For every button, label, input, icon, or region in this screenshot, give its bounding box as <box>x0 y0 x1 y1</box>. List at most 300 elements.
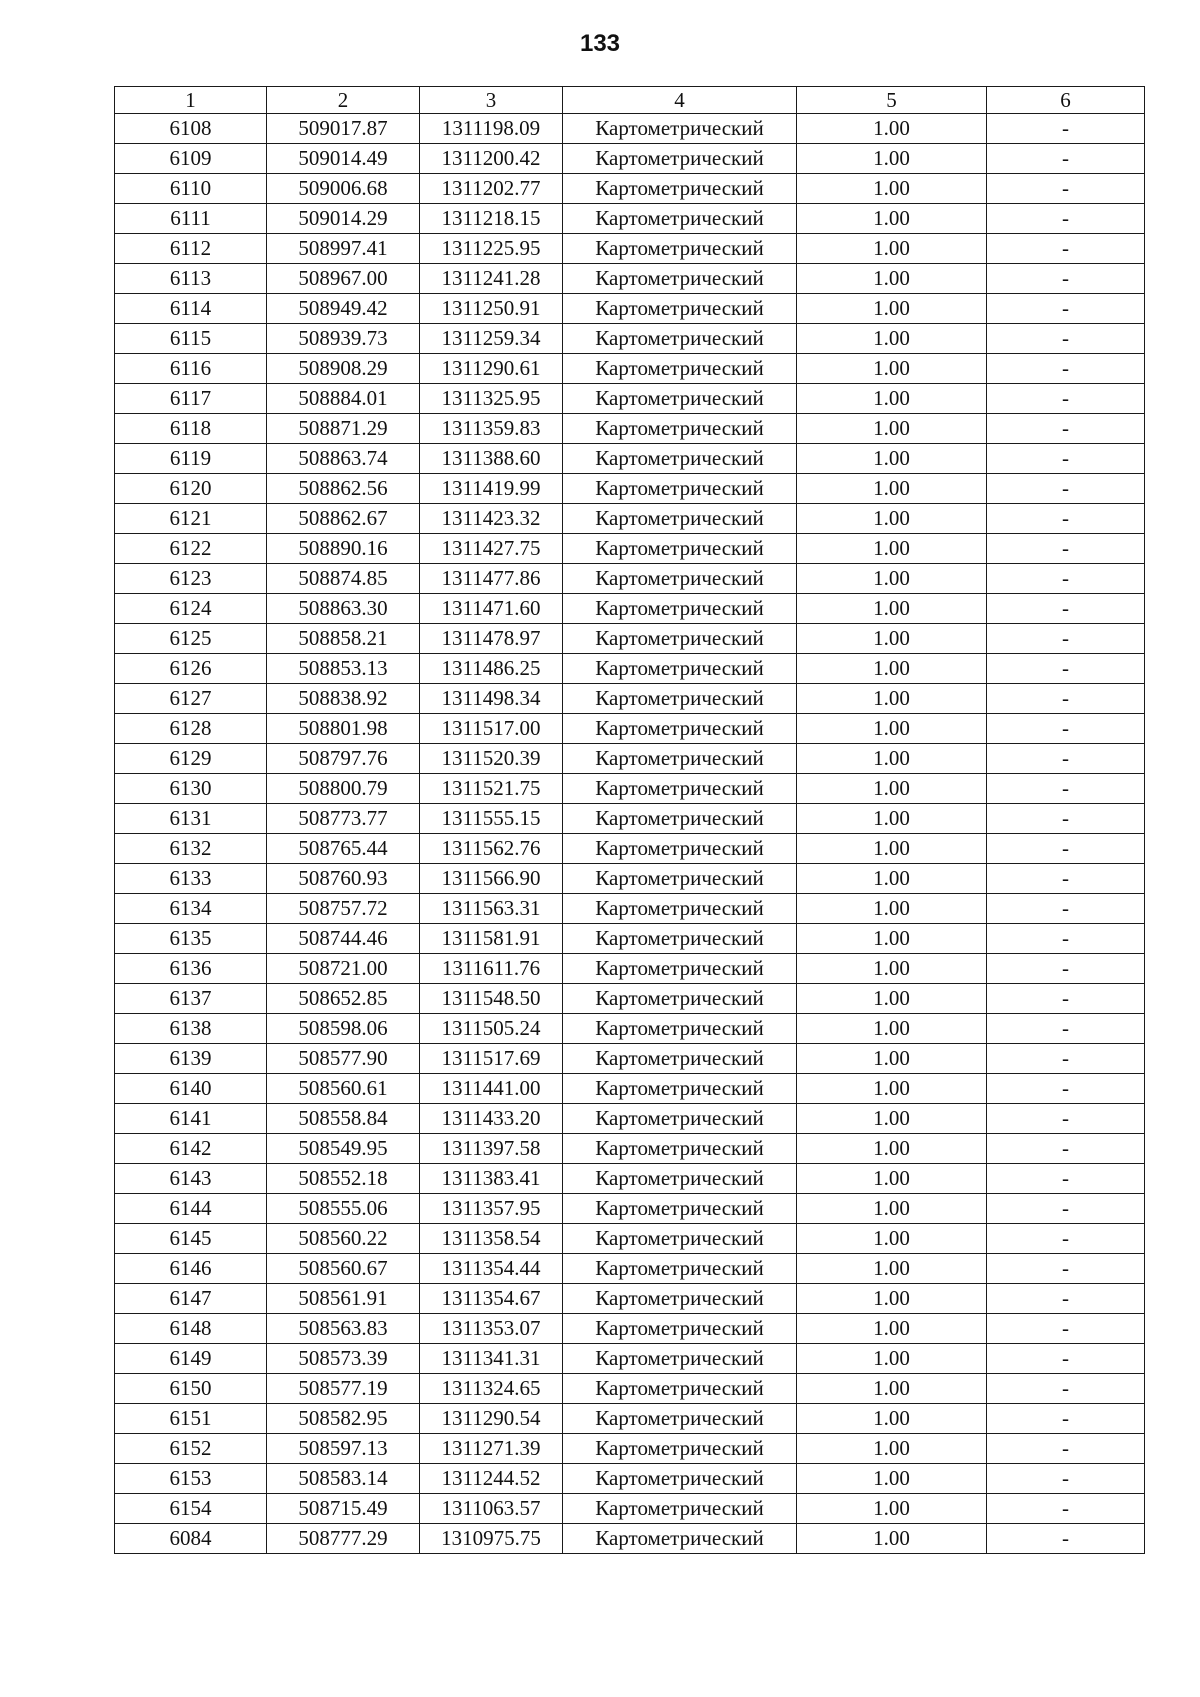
accuracy-cell: 1.00 <box>797 144 987 174</box>
description-cell: - <box>987 594 1145 624</box>
description-cell: - <box>987 1374 1145 1404</box>
accuracy-cell: 1.00 <box>797 174 987 204</box>
point-number-cell: 6141 <box>115 1104 267 1134</box>
table-row <box>115 204 1145 234</box>
table-row <box>115 234 1145 264</box>
method-cell: Картометрический <box>563 834 797 864</box>
point-number-cell: 6138 <box>115 1014 267 1044</box>
description-cell: - <box>987 1404 1145 1434</box>
y-coordinate-cell: 1311241.28 <box>420 264 563 294</box>
table-row <box>115 804 1145 834</box>
table-row <box>115 534 1145 564</box>
accuracy-cell: 1.00 <box>797 354 987 384</box>
description-cell: - <box>987 204 1145 234</box>
description-cell: - <box>987 954 1145 984</box>
method-cell: Картометрический <box>563 1014 797 1044</box>
method-cell: Картометрический <box>563 1404 797 1434</box>
page-number: 133 <box>579 30 621 57</box>
table-row <box>115 624 1145 654</box>
x-coordinate-cell: 508800.79 <box>267 774 420 804</box>
point-number-cell: 6117 <box>115 384 267 414</box>
y-coordinate-cell: 1311521.75 <box>420 774 563 804</box>
point-number-cell: 6124 <box>115 594 267 624</box>
method-cell: Картометрический <box>563 144 797 174</box>
table-row <box>115 684 1145 714</box>
method-cell: Картометрический <box>563 114 797 144</box>
column-header-2: 2 <box>267 87 420 114</box>
accuracy-cell: 1.00 <box>797 744 987 774</box>
y-coordinate-cell: 1311218.15 <box>420 204 563 234</box>
x-coordinate-cell: 508773.77 <box>267 804 420 834</box>
method-cell: Картометрический <box>563 1074 797 1104</box>
method-cell: Картометрический <box>563 894 797 924</box>
point-number-cell: 6154 <box>115 1494 267 1524</box>
accuracy-cell: 1.00 <box>797 564 987 594</box>
method-cell: Картометрический <box>563 534 797 564</box>
description-cell: - <box>987 1224 1145 1254</box>
table-row <box>115 1254 1145 1284</box>
point-number-cell: 6145 <box>115 1224 267 1254</box>
x-coordinate-cell: 508577.90 <box>267 1044 420 1074</box>
description-cell: - <box>987 354 1145 384</box>
method-cell: Картометрический <box>563 654 797 684</box>
x-coordinate-cell: 508560.22 <box>267 1224 420 1254</box>
method-cell: Картометрический <box>563 1284 797 1314</box>
point-number-cell: 6111 <box>115 204 267 234</box>
y-coordinate-cell: 1311354.67 <box>420 1284 563 1314</box>
description-cell: - <box>987 1134 1145 1164</box>
y-coordinate-cell: 1311520.39 <box>420 744 563 774</box>
y-coordinate-cell: 1311505.24 <box>420 1014 563 1044</box>
y-coordinate-cell: 1311225.95 <box>420 234 563 264</box>
method-cell: Картометрический <box>563 864 797 894</box>
method-cell: Картометрический <box>563 714 797 744</box>
y-coordinate-cell: 1311423.32 <box>420 504 563 534</box>
description-cell: - <box>987 924 1145 954</box>
table-row <box>115 654 1145 684</box>
y-coordinate-cell: 1311611.76 <box>420 954 563 984</box>
x-coordinate-cell: 508721.00 <box>267 954 420 984</box>
point-number-cell: 6125 <box>115 624 267 654</box>
y-coordinate-cell: 1311486.25 <box>420 654 563 684</box>
description-cell: - <box>987 1524 1145 1554</box>
y-coordinate-cell: 1311353.07 <box>420 1314 563 1344</box>
description-cell: - <box>987 684 1145 714</box>
table-row <box>115 174 1145 204</box>
method-cell: Картометрический <box>563 1524 797 1554</box>
y-coordinate-cell: 1311388.60 <box>420 444 563 474</box>
table-row <box>115 504 1145 534</box>
description-cell: - <box>987 1464 1145 1494</box>
description-cell: - <box>987 624 1145 654</box>
point-number-cell: 6122 <box>115 534 267 564</box>
y-coordinate-cell: 1311555.15 <box>420 804 563 834</box>
x-coordinate-cell: 508757.72 <box>267 894 420 924</box>
y-coordinate-cell: 1311200.42 <box>420 144 563 174</box>
accuracy-cell: 1.00 <box>797 1284 987 1314</box>
table-row <box>115 1194 1145 1224</box>
x-coordinate-cell: 508884.01 <box>267 384 420 414</box>
description-cell: - <box>987 654 1145 684</box>
x-coordinate-cell: 508560.67 <box>267 1254 420 1284</box>
accuracy-cell: 1.00 <box>797 204 987 234</box>
point-number-cell: 6108 <box>115 114 267 144</box>
description-cell: - <box>987 1074 1145 1104</box>
table-row <box>115 954 1145 984</box>
x-coordinate-cell: 508549.95 <box>267 1134 420 1164</box>
point-number-cell: 6131 <box>115 804 267 834</box>
method-cell: Картометрический <box>563 774 797 804</box>
description-cell: - <box>987 1254 1145 1284</box>
table-body <box>115 114 1145 1554</box>
table-row <box>115 864 1145 894</box>
accuracy-cell: 1.00 <box>797 1164 987 1194</box>
x-coordinate-cell: 509006.68 <box>267 174 420 204</box>
table-row <box>115 384 1145 414</box>
x-coordinate-cell: 509014.29 <box>267 204 420 234</box>
x-coordinate-cell: 508777.29 <box>267 1524 420 1554</box>
accuracy-cell: 1.00 <box>797 1494 987 1524</box>
point-number-cell: 6127 <box>115 684 267 714</box>
x-coordinate-cell: 508715.49 <box>267 1494 420 1524</box>
y-coordinate-cell: 1311566.90 <box>420 864 563 894</box>
method-cell: Картометрический <box>563 474 797 504</box>
column-header-4: 4 <box>563 87 797 114</box>
description-cell: - <box>987 1494 1145 1524</box>
description-cell: - <box>987 324 1145 354</box>
table-row <box>115 144 1145 174</box>
x-coordinate-cell: 508582.95 <box>267 1404 420 1434</box>
table-row <box>115 924 1145 954</box>
description-cell: - <box>987 984 1145 1014</box>
accuracy-cell: 1.00 <box>797 804 987 834</box>
method-cell: Картометрический <box>563 294 797 324</box>
method-cell: Картометрический <box>563 954 797 984</box>
point-number-cell: 6153 <box>115 1464 267 1494</box>
point-number-cell: 6139 <box>115 1044 267 1074</box>
description-cell: - <box>987 144 1145 174</box>
table-row <box>115 834 1145 864</box>
description-cell: - <box>987 834 1145 864</box>
description-cell: - <box>987 534 1145 564</box>
point-number-cell: 6119 <box>115 444 267 474</box>
point-number-cell: 6112 <box>115 234 267 264</box>
y-coordinate-cell: 1311357.95 <box>420 1194 563 1224</box>
table-row <box>115 414 1145 444</box>
x-coordinate-cell: 508863.30 <box>267 594 420 624</box>
accuracy-cell: 1.00 <box>797 1314 987 1344</box>
method-cell: Картометрический <box>563 174 797 204</box>
method-cell: Картометрический <box>563 804 797 834</box>
y-coordinate-cell: 1311325.95 <box>420 384 563 414</box>
table-header <box>115 87 1145 114</box>
x-coordinate-cell: 508801.98 <box>267 714 420 744</box>
y-coordinate-cell: 1311202.77 <box>420 174 563 204</box>
accuracy-cell: 1.00 <box>797 534 987 564</box>
accuracy-cell: 1.00 <box>797 504 987 534</box>
description-cell: - <box>987 714 1145 744</box>
point-number-cell: 6126 <box>115 654 267 684</box>
point-number-cell: 6134 <box>115 894 267 924</box>
method-cell: Картометрический <box>563 1044 797 1074</box>
table-row <box>115 444 1145 474</box>
y-coordinate-cell: 1311471.60 <box>420 594 563 624</box>
point-number-cell: 6132 <box>115 834 267 864</box>
method-cell: Картометрический <box>563 594 797 624</box>
x-coordinate-cell: 509017.87 <box>267 114 420 144</box>
point-number-cell: 6151 <box>115 1404 267 1434</box>
method-cell: Картометрический <box>563 384 797 414</box>
accuracy-cell: 1.00 <box>797 1044 987 1074</box>
method-cell: Картометрический <box>563 744 797 774</box>
table-row <box>115 1464 1145 1494</box>
method-cell: Картометрический <box>563 354 797 384</box>
method-cell: Картометрический <box>563 1164 797 1194</box>
y-coordinate-cell: 1311478.97 <box>420 624 563 654</box>
x-coordinate-cell: 508552.18 <box>267 1164 420 1194</box>
x-coordinate-cell: 508908.29 <box>267 354 420 384</box>
method-cell: Картометрический <box>563 414 797 444</box>
x-coordinate-cell: 508561.91 <box>267 1284 420 1314</box>
accuracy-cell: 1.00 <box>797 294 987 324</box>
method-cell: Картометрический <box>563 684 797 714</box>
accuracy-cell: 1.00 <box>797 714 987 744</box>
table-row <box>115 1404 1145 1434</box>
point-number-cell: 6152 <box>115 1434 267 1464</box>
x-coordinate-cell: 508838.92 <box>267 684 420 714</box>
accuracy-cell: 1.00 <box>797 384 987 414</box>
point-number-cell: 6133 <box>115 864 267 894</box>
method-cell: Картометрический <box>563 1194 797 1224</box>
y-coordinate-cell: 1311562.76 <box>420 834 563 864</box>
table-row <box>115 474 1145 504</box>
description-cell: - <box>987 1164 1145 1194</box>
y-coordinate-cell: 1311383.41 <box>420 1164 563 1194</box>
accuracy-cell: 1.00 <box>797 954 987 984</box>
description-cell: - <box>987 744 1145 774</box>
y-coordinate-cell: 1311341.31 <box>420 1344 563 1374</box>
accuracy-cell: 1.00 <box>797 1104 987 1134</box>
point-number-cell: 6118 <box>115 414 267 444</box>
point-number-cell: 6142 <box>115 1134 267 1164</box>
y-coordinate-cell: 1311354.44 <box>420 1254 563 1284</box>
y-coordinate-cell: 1311441.00 <box>420 1074 563 1104</box>
x-coordinate-cell: 508967.00 <box>267 264 420 294</box>
accuracy-cell: 1.00 <box>797 924 987 954</box>
description-cell: - <box>987 114 1145 144</box>
x-coordinate-cell: 508573.39 <box>267 1344 420 1374</box>
table-row <box>115 1224 1145 1254</box>
table-row <box>115 294 1145 324</box>
table-row <box>115 1314 1145 1344</box>
table-row <box>115 1164 1145 1194</box>
accuracy-cell: 1.00 <box>797 234 987 264</box>
method-cell: Картометрический <box>563 504 797 534</box>
coordinates-table <box>114 86 1145 1554</box>
x-coordinate-cell: 508558.84 <box>267 1104 420 1134</box>
description-cell: - <box>987 294 1145 324</box>
x-coordinate-cell: 508863.74 <box>267 444 420 474</box>
description-cell: - <box>987 804 1145 834</box>
header-row <box>115 87 1145 114</box>
x-coordinate-cell: 509014.49 <box>267 144 420 174</box>
y-coordinate-cell: 1311517.69 <box>420 1044 563 1074</box>
method-cell: Картометрический <box>563 1104 797 1134</box>
point-number-cell: 6150 <box>115 1374 267 1404</box>
method-cell: Картометрический <box>563 264 797 294</box>
method-cell: Картометрический <box>563 564 797 594</box>
method-cell: Картометрический <box>563 1254 797 1284</box>
x-coordinate-cell: 508939.73 <box>267 324 420 354</box>
method-cell: Картометрический <box>563 1464 797 1494</box>
column-header-6: 6 <box>987 87 1145 114</box>
accuracy-cell: 1.00 <box>797 894 987 924</box>
table-row <box>115 594 1145 624</box>
accuracy-cell: 1.00 <box>797 444 987 474</box>
y-coordinate-cell: 1311290.54 <box>420 1404 563 1434</box>
y-coordinate-cell: 1311290.61 <box>420 354 563 384</box>
accuracy-cell: 1.00 <box>797 864 987 894</box>
table-row <box>115 324 1145 354</box>
method-cell: Картометрический <box>563 1314 797 1344</box>
y-coordinate-cell: 1311433.20 <box>420 1104 563 1134</box>
y-coordinate-cell: 1311259.34 <box>420 324 563 354</box>
accuracy-cell: 1.00 <box>797 264 987 294</box>
y-coordinate-cell: 1311548.50 <box>420 984 563 1014</box>
y-coordinate-cell: 1311498.34 <box>420 684 563 714</box>
accuracy-cell: 1.00 <box>797 1464 987 1494</box>
y-coordinate-cell: 1311359.83 <box>420 414 563 444</box>
table-row <box>115 984 1145 1014</box>
column-header-3: 3 <box>420 87 563 114</box>
y-coordinate-cell: 1311198.09 <box>420 114 563 144</box>
table-row <box>115 1524 1145 1554</box>
y-coordinate-cell: 1311581.91 <box>420 924 563 954</box>
table-row <box>115 1494 1145 1524</box>
point-number-cell: 6143 <box>115 1164 267 1194</box>
point-number-cell: 6123 <box>115 564 267 594</box>
description-cell: - <box>987 414 1145 444</box>
column-header-5: 5 <box>797 87 987 114</box>
method-cell: Картометрический <box>563 624 797 654</box>
accuracy-cell: 1.00 <box>797 1014 987 1044</box>
x-coordinate-cell: 508563.83 <box>267 1314 420 1344</box>
accuracy-cell: 1.00 <box>797 1074 987 1104</box>
point-number-cell: 6116 <box>115 354 267 384</box>
column-header-1: 1 <box>115 87 267 114</box>
accuracy-cell: 1.00 <box>797 1524 987 1554</box>
description-cell: - <box>987 864 1145 894</box>
point-number-cell: 6144 <box>115 1194 267 1224</box>
accuracy-cell: 1.00 <box>797 984 987 1014</box>
description-cell: - <box>987 564 1145 594</box>
accuracy-cell: 1.00 <box>797 1134 987 1164</box>
table-row <box>115 564 1145 594</box>
point-number-cell: 6129 <box>115 744 267 774</box>
point-number-cell: 6136 <box>115 954 267 984</box>
x-coordinate-cell: 508765.44 <box>267 834 420 864</box>
point-number-cell: 6110 <box>115 174 267 204</box>
x-coordinate-cell: 508858.21 <box>267 624 420 654</box>
table-row <box>115 1374 1145 1404</box>
accuracy-cell: 1.00 <box>797 1224 987 1254</box>
y-coordinate-cell: 1310975.75 <box>420 1524 563 1554</box>
x-coordinate-cell: 508598.06 <box>267 1014 420 1044</box>
table-row <box>115 714 1145 744</box>
point-number-cell: 6135 <box>115 924 267 954</box>
method-cell: Картометрический <box>563 1224 797 1254</box>
point-number-cell: 6149 <box>115 1344 267 1374</box>
method-cell: Картометрический <box>563 1374 797 1404</box>
y-coordinate-cell: 1311419.99 <box>420 474 563 504</box>
x-coordinate-cell: 508577.19 <box>267 1374 420 1404</box>
description-cell: - <box>987 234 1145 264</box>
accuracy-cell: 1.00 <box>797 594 987 624</box>
point-number-cell: 6121 <box>115 504 267 534</box>
point-number-cell: 6148 <box>115 1314 267 1344</box>
y-coordinate-cell: 1311358.54 <box>420 1224 563 1254</box>
point-number-cell: 6120 <box>115 474 267 504</box>
x-coordinate-cell: 508871.29 <box>267 414 420 444</box>
description-cell: - <box>987 774 1145 804</box>
accuracy-cell: 1.00 <box>797 834 987 864</box>
description-cell: - <box>987 1014 1145 1044</box>
y-coordinate-cell: 1311271.39 <box>420 1434 563 1464</box>
description-cell: - <box>987 1434 1145 1464</box>
table-row <box>115 354 1145 384</box>
point-number-cell: 6147 <box>115 1284 267 1314</box>
accuracy-cell: 1.00 <box>797 324 987 354</box>
x-coordinate-cell: 508862.67 <box>267 504 420 534</box>
accuracy-cell: 1.00 <box>797 1404 987 1434</box>
point-number-cell: 6130 <box>115 774 267 804</box>
description-cell: - <box>987 1044 1145 1074</box>
description-cell: - <box>987 444 1145 474</box>
accuracy-cell: 1.00 <box>797 774 987 804</box>
description-cell: - <box>987 504 1145 534</box>
description-cell: - <box>987 1194 1145 1224</box>
table-row <box>115 774 1145 804</box>
x-coordinate-cell: 508555.06 <box>267 1194 420 1224</box>
point-number-cell: 6109 <box>115 144 267 174</box>
x-coordinate-cell: 508853.13 <box>267 654 420 684</box>
method-cell: Картометрический <box>563 1434 797 1464</box>
method-cell: Картометрический <box>563 1134 797 1164</box>
y-coordinate-cell: 1311063.57 <box>420 1494 563 1524</box>
y-coordinate-cell: 1311397.58 <box>420 1134 563 1164</box>
table-row <box>115 1104 1145 1134</box>
y-coordinate-cell: 1311427.75 <box>420 534 563 564</box>
x-coordinate-cell: 508797.76 <box>267 744 420 774</box>
table-row <box>115 744 1145 774</box>
point-number-cell: 6146 <box>115 1254 267 1284</box>
x-coordinate-cell: 508890.16 <box>267 534 420 564</box>
table-row <box>115 1044 1145 1074</box>
y-coordinate-cell: 1311517.00 <box>420 714 563 744</box>
description-cell: - <box>987 474 1145 504</box>
y-coordinate-cell: 1311250.91 <box>420 294 563 324</box>
method-cell: Картометрический <box>563 324 797 354</box>
accuracy-cell: 1.00 <box>797 474 987 504</box>
table-row <box>115 114 1145 144</box>
table-row <box>115 1074 1145 1104</box>
accuracy-cell: 1.00 <box>797 414 987 444</box>
x-coordinate-cell: 508949.42 <box>267 294 420 324</box>
method-cell: Картометрический <box>563 924 797 954</box>
accuracy-cell: 1.00 <box>797 624 987 654</box>
x-coordinate-cell: 508597.13 <box>267 1434 420 1464</box>
description-cell: - <box>987 1344 1145 1374</box>
